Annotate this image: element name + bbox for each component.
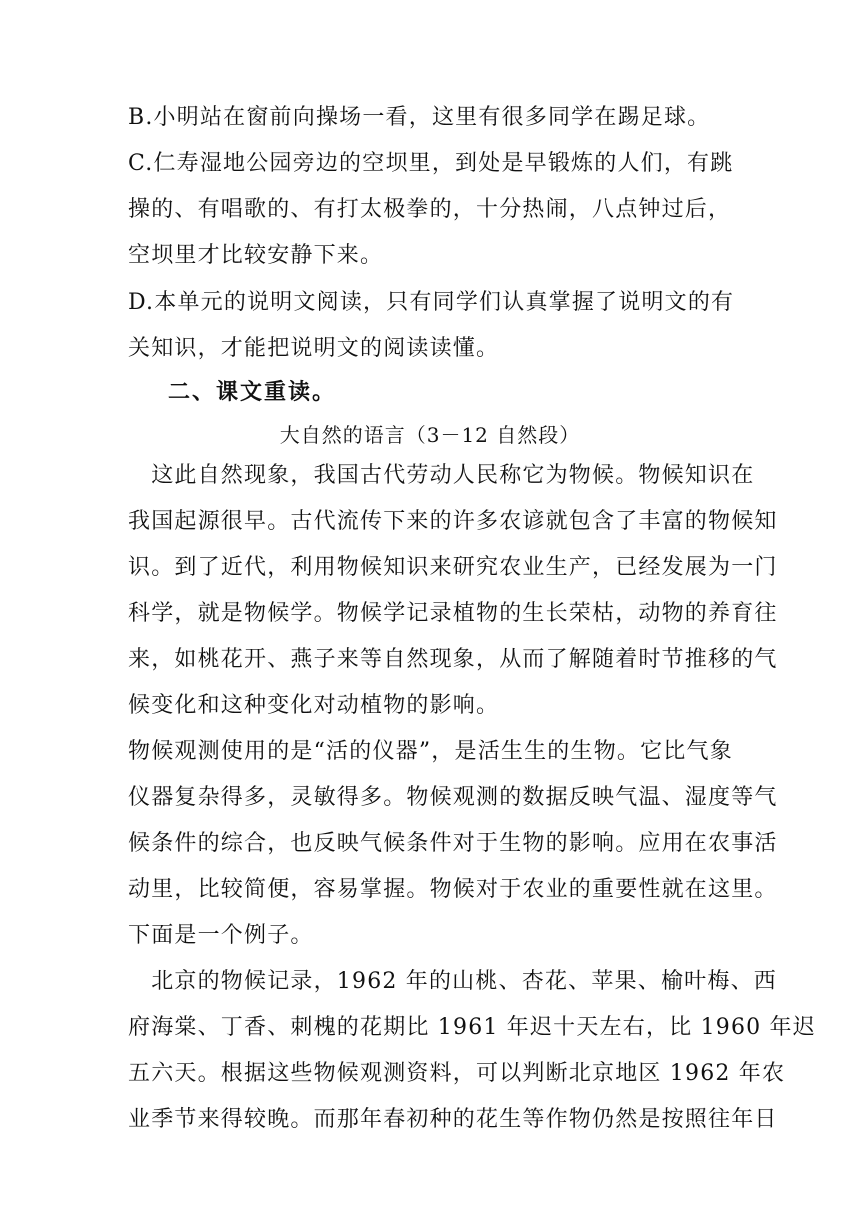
paragraph-1-line-6: 候变化和这种变化对动植物的影响。 (128, 693, 500, 718)
paragraph-2-line-3: 候条件的综合，也反映气候条件对于生物的影响。应用在农事活 (128, 831, 778, 856)
option-d-line-1: D.本单元的说明文阅读，只有同学们认真掌握了说明文的有 (128, 290, 735, 315)
option-c-line-3: 空坝里才比较安静下来。 (128, 243, 384, 268)
paragraph-2-line-2: 仪器复杂得多，灵敏得多。物候观测的数据反映气温、湿度等气 (128, 785, 778, 810)
option-c-line-2: 操的、有唱歌的、有打太极拳的，十分热闹，八点钟过后， (128, 197, 732, 222)
paragraph-1-line-1: 这此自然现象，我国古代劳动人民称它为物候。物候知识在 (128, 463, 755, 488)
paragraph-2-line-4: 动里，比较简便，容易掌握。物候对于农业的重要性就在这里。 (128, 877, 778, 902)
passage-title: 大自然的语言（3－12 自然段） (279, 423, 581, 447)
paragraph-1-line-4: 科学，就是物候学。物候学记录植物的生长荣枯，动物的养育往 (128, 601, 778, 626)
paragraph-1-line-5: 来，如桃花开、燕子来等自然现象，从而了解随着时节推移的气 (128, 647, 778, 672)
option-b-line-1: B.小明站在窗前向操场一看，这里有很多同学在踢足球。 (128, 105, 711, 130)
option-c-line-1: C.仁寿湿地公园旁边的空坝里，到处是早锻炼的人们，有跳 (128, 151, 734, 176)
paragraph-3-line-3: 五六天。根据这些物候观测资料，可以判断北京地区 1962 年农 (128, 1061, 786, 1086)
paragraph-3-line-4: 业季节来得较晚。而那年春初种的花生等作物仍然是按照往年日 (128, 1107, 778, 1132)
paragraph-2-line-1: 物候观测使用的是“活的仪器”，是活生生的生物。它比气象 (128, 739, 733, 764)
paragraph-3-line-1: 北京的物候记录，1962 年的山桃、杏花、苹果、榆叶梅、西 (128, 969, 777, 994)
paragraph-2-line-5: 下面是一个例子。 (128, 923, 314, 948)
option-d-line-2: 关知识，才能把说明文的阅读读懂。 (128, 336, 500, 361)
paragraph-1-line-2: 我国起源很早。古代流传下来的许多农谚就包含了丰富的物候知 (128, 509, 778, 534)
section-heading: 二、课文重读。 (168, 379, 337, 405)
paragraph-3-line-2: 府海棠、丁香、刺槐的花期比 1961 年迟十天左右，比 1960 年迟 (128, 1015, 816, 1040)
paragraph-1-line-3: 识。到了近代，利用物候知识来研究农业生产，已经发展为一门 (128, 555, 778, 580)
